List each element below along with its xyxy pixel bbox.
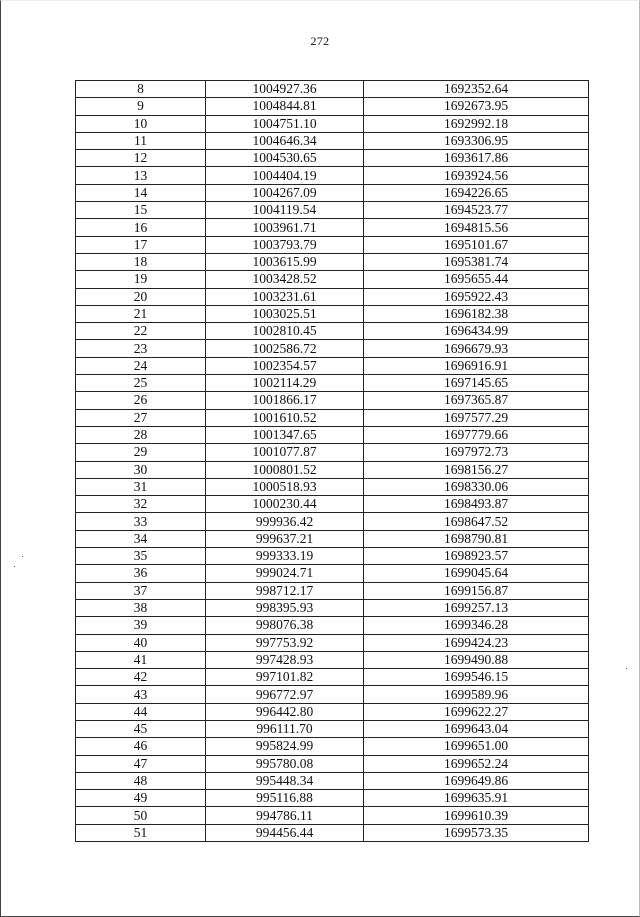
table-row xyxy=(76,720,589,737)
table-row xyxy=(76,496,589,513)
x-coordinate-cell: 1001866.17 xyxy=(206,392,364,409)
table-row xyxy=(76,651,589,668)
x-coordinate-cell: 1003231.61 xyxy=(206,288,364,305)
x-coordinate-cell: 1002354.57 xyxy=(206,357,364,374)
x-coordinate-cell: 1000518.93 xyxy=(206,478,364,495)
point-number-cell: 23 xyxy=(76,340,206,357)
x-coordinate-cell: 1004646.34 xyxy=(206,132,364,149)
table-row xyxy=(76,738,589,755)
point-number-cell: 13 xyxy=(76,167,206,184)
x-coordinate-cell: 999333.19 xyxy=(206,548,364,565)
table-row xyxy=(76,202,589,219)
y-coordinate-cell: 1695655.44 xyxy=(364,271,589,288)
x-coordinate-cell: 995824.99 xyxy=(206,738,364,755)
y-coordinate-cell: 1699346.28 xyxy=(364,617,589,634)
y-coordinate-cell: 1695381.74 xyxy=(364,253,589,270)
point-number-cell: 48 xyxy=(76,772,206,789)
table-row xyxy=(76,582,589,599)
y-coordinate-cell: 1699589.96 xyxy=(364,686,589,703)
table-row xyxy=(76,461,589,478)
y-coordinate-cell: 1699635.91 xyxy=(364,790,589,807)
point-number-cell: 37 xyxy=(76,582,206,599)
x-coordinate-cell: 1002586.72 xyxy=(206,340,364,357)
y-coordinate-cell: 1693306.95 xyxy=(364,132,589,149)
x-coordinate-cell: 997753.92 xyxy=(206,634,364,651)
y-coordinate-cell: 1694815.56 xyxy=(364,219,589,236)
y-coordinate-cell: 1692352.64 xyxy=(364,81,589,98)
table-row xyxy=(76,271,589,288)
point-number-cell: 29 xyxy=(76,444,206,461)
y-coordinate-cell: 1698923.57 xyxy=(364,548,589,565)
point-number-cell: 42 xyxy=(76,669,206,686)
table-row xyxy=(76,772,589,789)
y-coordinate-cell: 1699045.64 xyxy=(364,565,589,582)
y-coordinate-cell: 1697365.87 xyxy=(364,392,589,409)
table-row xyxy=(76,565,589,582)
x-coordinate-cell: 1004927.36 xyxy=(206,81,364,98)
scan-speck xyxy=(14,566,15,567)
y-coordinate-cell: 1699651.00 xyxy=(364,738,589,755)
x-coordinate-cell: 1001077.87 xyxy=(206,444,364,461)
x-coordinate-cell: 995780.08 xyxy=(206,755,364,772)
x-coordinate-cell: 1003025.51 xyxy=(206,305,364,322)
point-number-cell: 44 xyxy=(76,703,206,720)
point-number-cell: 16 xyxy=(76,219,206,236)
table-row xyxy=(76,669,589,686)
y-coordinate-cell: 1692673.95 xyxy=(364,98,589,115)
x-coordinate-cell: 1001610.52 xyxy=(206,409,364,426)
point-number-cell: 31 xyxy=(76,478,206,495)
point-number-cell: 32 xyxy=(76,496,206,513)
point-number-cell: 8 xyxy=(76,81,206,98)
point-number-cell: 50 xyxy=(76,807,206,824)
point-number-cell: 47 xyxy=(76,755,206,772)
table-row xyxy=(76,132,589,149)
y-coordinate-cell: 1699156.87 xyxy=(364,582,589,599)
y-coordinate-cell: 1699573.35 xyxy=(364,824,589,841)
table-row xyxy=(76,599,589,616)
point-number-cell: 28 xyxy=(76,426,206,443)
table-row xyxy=(76,824,589,841)
point-number-cell: 26 xyxy=(76,392,206,409)
y-coordinate-cell: 1695922.43 xyxy=(364,288,589,305)
y-coordinate-cell: 1698790.81 xyxy=(364,530,589,547)
x-coordinate-cell: 996442.80 xyxy=(206,703,364,720)
point-number-cell: 36 xyxy=(76,565,206,582)
x-coordinate-cell: 995116.88 xyxy=(206,790,364,807)
table-row xyxy=(76,253,589,270)
point-number-cell: 22 xyxy=(76,323,206,340)
x-coordinate-cell: 1001347.65 xyxy=(206,426,364,443)
y-coordinate-cell: 1694523.77 xyxy=(364,202,589,219)
point-number-cell: 40 xyxy=(76,634,206,651)
table-row xyxy=(76,755,589,772)
y-coordinate-cell: 1695101.67 xyxy=(364,236,589,253)
table-row xyxy=(76,444,589,461)
point-number-cell: 11 xyxy=(76,132,206,149)
x-coordinate-cell: 1004267.09 xyxy=(206,184,364,201)
x-coordinate-cell: 1004119.54 xyxy=(206,202,364,219)
point-number-cell: 9 xyxy=(76,98,206,115)
x-coordinate-cell: 997101.82 xyxy=(206,669,364,686)
y-coordinate-cell: 1699546.15 xyxy=(364,669,589,686)
table-row xyxy=(76,115,589,132)
table-row xyxy=(76,305,589,322)
x-coordinate-cell: 999637.21 xyxy=(206,530,364,547)
table-row xyxy=(76,375,589,392)
table-row xyxy=(76,513,589,530)
page-number: 272 xyxy=(310,34,330,48)
y-coordinate-cell: 1693924.56 xyxy=(364,167,589,184)
point-number-cell: 51 xyxy=(76,824,206,841)
table-row xyxy=(76,167,589,184)
point-number-cell: 39 xyxy=(76,617,206,634)
table-row xyxy=(76,634,589,651)
table-row xyxy=(76,184,589,201)
coordinates-table xyxy=(75,80,589,842)
x-coordinate-cell: 994456.44 xyxy=(206,824,364,841)
scan-speck xyxy=(22,556,23,557)
x-coordinate-cell: 999024.71 xyxy=(206,565,364,582)
point-number-cell: 46 xyxy=(76,738,206,755)
point-number-cell: 41 xyxy=(76,651,206,668)
x-coordinate-cell: 1003793.79 xyxy=(206,236,364,253)
table-row xyxy=(76,478,589,495)
x-coordinate-cell: 1004530.65 xyxy=(206,150,364,167)
point-number-cell: 24 xyxy=(76,357,206,374)
x-coordinate-cell: 1002114.29 xyxy=(206,375,364,392)
table-row xyxy=(76,323,589,340)
x-coordinate-cell: 1004404.19 xyxy=(206,167,364,184)
table-row xyxy=(76,409,589,426)
x-coordinate-cell: 999936.42 xyxy=(206,513,364,530)
table-row xyxy=(76,357,589,374)
x-coordinate-cell: 998076.38 xyxy=(206,617,364,634)
y-coordinate-cell: 1698156.27 xyxy=(364,461,589,478)
point-number-cell: 49 xyxy=(76,790,206,807)
x-coordinate-cell: 1003615.99 xyxy=(206,253,364,270)
x-coordinate-cell: 998712.17 xyxy=(206,582,364,599)
coordinates-table-body xyxy=(76,81,589,842)
point-number-cell: 25 xyxy=(76,375,206,392)
x-coordinate-cell: 1004844.81 xyxy=(206,98,364,115)
y-coordinate-cell: 1699610.39 xyxy=(364,807,589,824)
point-number-cell: 20 xyxy=(76,288,206,305)
point-number-cell: 17 xyxy=(76,236,206,253)
table-row xyxy=(76,81,589,98)
y-coordinate-cell: 1699643.04 xyxy=(364,720,589,737)
y-coordinate-cell: 1699622.27 xyxy=(364,703,589,720)
y-coordinate-cell: 1692992.18 xyxy=(364,115,589,132)
x-coordinate-cell: 996772.97 xyxy=(206,686,364,703)
table-row xyxy=(76,703,589,720)
table-row xyxy=(76,790,589,807)
y-coordinate-cell: 1696182.38 xyxy=(364,305,589,322)
y-coordinate-cell: 1698493.87 xyxy=(364,496,589,513)
x-coordinate-cell: 995448.34 xyxy=(206,772,364,789)
point-number-cell: 34 xyxy=(76,530,206,547)
point-number-cell: 19 xyxy=(76,271,206,288)
table-row xyxy=(76,686,589,703)
x-coordinate-cell: 1003961.71 xyxy=(206,219,364,236)
table-row xyxy=(76,392,589,409)
y-coordinate-cell: 1698647.52 xyxy=(364,513,589,530)
table-row xyxy=(76,530,589,547)
table-row xyxy=(76,150,589,167)
x-coordinate-cell: 1002810.45 xyxy=(206,323,364,340)
x-coordinate-cell: 1000230.44 xyxy=(206,496,364,513)
point-number-cell: 14 xyxy=(76,184,206,201)
point-number-cell: 33 xyxy=(76,513,206,530)
y-coordinate-cell: 1694226.65 xyxy=(364,184,589,201)
table-row xyxy=(76,340,589,357)
y-coordinate-cell: 1697779.66 xyxy=(364,426,589,443)
point-number-cell: 15 xyxy=(76,202,206,219)
point-number-cell: 21 xyxy=(76,305,206,322)
y-coordinate-cell: 1697577.29 xyxy=(364,409,589,426)
scan-speck xyxy=(626,668,627,669)
point-number-cell: 30 xyxy=(76,461,206,478)
y-coordinate-cell: 1698330.06 xyxy=(364,478,589,495)
point-number-cell: 27 xyxy=(76,409,206,426)
y-coordinate-cell: 1696916.91 xyxy=(364,357,589,374)
table-row xyxy=(76,807,589,824)
y-coordinate-cell: 1696679.93 xyxy=(364,340,589,357)
table-row xyxy=(76,236,589,253)
y-coordinate-cell: 1699424.23 xyxy=(364,634,589,651)
x-coordinate-cell: 996111.70 xyxy=(206,720,364,737)
point-number-cell: 43 xyxy=(76,686,206,703)
y-coordinate-cell: 1699652.24 xyxy=(364,755,589,772)
y-coordinate-cell: 1697145.65 xyxy=(364,375,589,392)
y-coordinate-cell: 1697972.73 xyxy=(364,444,589,461)
x-coordinate-cell: 1004751.10 xyxy=(206,115,364,132)
point-number-cell: 35 xyxy=(76,548,206,565)
y-coordinate-cell: 1696434.99 xyxy=(364,323,589,340)
table-row xyxy=(76,548,589,565)
x-coordinate-cell: 1000801.52 xyxy=(206,461,364,478)
point-number-cell: 12 xyxy=(76,150,206,167)
point-number-cell: 10 xyxy=(76,115,206,132)
x-coordinate-cell: 994786.11 xyxy=(206,807,364,824)
point-number-cell: 18 xyxy=(76,253,206,270)
point-number-cell: 38 xyxy=(76,599,206,616)
x-coordinate-cell: 997428.93 xyxy=(206,651,364,668)
x-coordinate-cell: 1003428.52 xyxy=(206,271,364,288)
y-coordinate-cell: 1693617.86 xyxy=(364,150,589,167)
y-coordinate-cell: 1699649.86 xyxy=(364,772,589,789)
table-row xyxy=(76,617,589,634)
table-row xyxy=(76,98,589,115)
table-row xyxy=(76,219,589,236)
table-row xyxy=(76,288,589,305)
y-coordinate-cell: 1699257.13 xyxy=(364,599,589,616)
y-coordinate-cell: 1699490.88 xyxy=(364,651,589,668)
point-number-cell: 45 xyxy=(76,720,206,737)
table-row xyxy=(76,426,589,443)
x-coordinate-cell: 998395.93 xyxy=(206,599,364,616)
